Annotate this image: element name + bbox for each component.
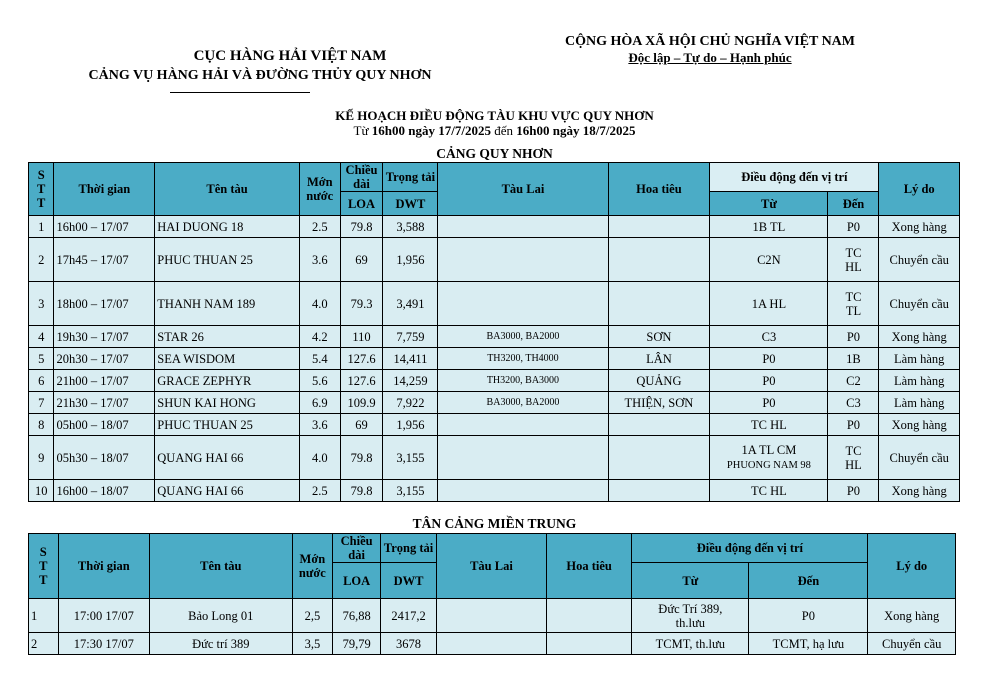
table-row bbox=[29, 238, 960, 282]
to-cell: P0 bbox=[749, 599, 868, 633]
reason-cell: Xong hàng bbox=[879, 414, 960, 436]
dwt-cell: 14,411 bbox=[383, 348, 438, 370]
col-to: Đến bbox=[749, 563, 868, 599]
ship-cell: PHUC THUAN 25 bbox=[155, 414, 300, 436]
from-cell: P0 bbox=[710, 348, 828, 370]
reason-cell: Làm hàng bbox=[879, 348, 960, 370]
draft-cell: 2.5 bbox=[299, 480, 340, 502]
to-cell-line: TC bbox=[845, 443, 862, 458]
draft-cell: 2,5 bbox=[292, 599, 333, 633]
tug-cell bbox=[438, 414, 608, 436]
pilot-cell bbox=[546, 599, 631, 633]
draft-cell: 6.9 bbox=[299, 392, 340, 414]
pilot-cell bbox=[608, 436, 710, 480]
col-pilot: Hoa tiêu bbox=[546, 534, 631, 599]
ship-cell: Bảo Long 01 bbox=[150, 599, 292, 633]
col-stt bbox=[29, 163, 54, 216]
col-tonnage: Trọng tải bbox=[381, 534, 437, 563]
stt-cell: 1 bbox=[29, 216, 54, 238]
length-label: dài bbox=[353, 177, 370, 191]
col-reason: Lý do bbox=[879, 163, 960, 216]
time-cell: 21h00 – 17/07 bbox=[54, 370, 155, 392]
pilot-cell bbox=[608, 216, 710, 238]
col-dwt: DWT bbox=[381, 563, 437, 599]
loa-cell: 69 bbox=[340, 238, 383, 282]
period-from: 16h00 ngày 17/7/2025 bbox=[371, 123, 491, 138]
from-cell-line: Đức Trí 389, bbox=[658, 601, 723, 616]
stt-cell: 1 bbox=[29, 599, 59, 633]
ship-cell: SHUN KAI HONG bbox=[155, 392, 300, 414]
time-cell: 20h30 – 17/07 bbox=[54, 348, 155, 370]
org-subname: CẢNG VỤ HÀNG HẢI VÀ ĐƯỜNG THỦY QUY NHƠN bbox=[88, 68, 432, 83]
dwt-cell: 3678 bbox=[381, 633, 437, 655]
time-cell: 16h00 – 17/07 bbox=[54, 216, 155, 238]
loa-cell: 79.8 bbox=[340, 216, 383, 238]
to-cell-line: TC bbox=[845, 289, 862, 304]
reason-cell: Xong hàng bbox=[868, 599, 956, 633]
draft-label: Mớn bbox=[306, 175, 333, 189]
col-length bbox=[340, 163, 383, 192]
stt-letter: S bbox=[37, 168, 45, 182]
table-row bbox=[29, 348, 960, 370]
dwt-cell: 2417,2 bbox=[381, 599, 437, 633]
stt-cell: 4 bbox=[29, 326, 54, 348]
col-loa: LOA bbox=[333, 563, 381, 599]
tug-cell: BA3000, BA2000 bbox=[438, 392, 608, 414]
to-cell: P0 bbox=[828, 216, 879, 238]
pilot-cell: LÂN bbox=[608, 348, 710, 370]
col-tug: Tàu Lai bbox=[438, 163, 608, 216]
table-row bbox=[29, 480, 960, 502]
loa-cell: 79.8 bbox=[340, 436, 383, 480]
time-cell: 17:30 17/07 bbox=[58, 633, 150, 655]
draft-label: nước bbox=[298, 566, 326, 580]
ship-cell: SEA WISDOM bbox=[155, 348, 300, 370]
time-cell: 16h00 – 18/07 bbox=[54, 480, 155, 502]
period-to-word: đến bbox=[494, 123, 514, 138]
col-time: Thời gian bbox=[54, 163, 155, 216]
dwt-cell: 14,259 bbox=[383, 370, 438, 392]
to-cell: C3 bbox=[828, 392, 879, 414]
col-draft bbox=[292, 534, 333, 599]
dwt-cell: 1,956 bbox=[383, 238, 438, 282]
draft-cell: 3.6 bbox=[299, 414, 340, 436]
stt-cell: 8 bbox=[29, 414, 54, 436]
dwt-cell: 3,155 bbox=[383, 436, 438, 480]
length-label: Chiều bbox=[345, 163, 378, 177]
pilot-cell bbox=[546, 633, 631, 655]
table-row bbox=[29, 392, 960, 414]
table-row bbox=[29, 216, 960, 238]
stt-cell: 3 bbox=[29, 282, 54, 326]
ship-cell: HAI DUONG 18 bbox=[155, 216, 300, 238]
draft-cell: 3.6 bbox=[299, 238, 340, 282]
to-cell: P0 bbox=[828, 480, 879, 502]
nation-name: CỘNG HÒA XÃ HỘI CHỦ NGHĨA VIỆT NAM bbox=[564, 34, 855, 49]
col-tug: Tàu Lai bbox=[436, 534, 546, 599]
draft-label: Mớn bbox=[299, 552, 326, 566]
dwt-cell: 7,922 bbox=[383, 392, 438, 414]
table-row bbox=[29, 326, 960, 348]
reason-cell: Chuyển cầu bbox=[879, 436, 960, 480]
ship-cell: STAR 26 bbox=[155, 326, 300, 348]
ship-cell: QUANG HAI 66 bbox=[155, 480, 300, 502]
time-cell: 05h30 – 18/07 bbox=[54, 436, 155, 480]
from-cell bbox=[710, 436, 828, 480]
from-cell: TC HL bbox=[710, 480, 828, 502]
col-pilot: Hoa tiêu bbox=[608, 163, 710, 216]
table-row bbox=[29, 282, 960, 326]
document-period bbox=[0, 123, 989, 139]
loa-cell: 79,79 bbox=[333, 633, 381, 655]
stt-cell: 6 bbox=[29, 370, 54, 392]
draft-cell: 2.5 bbox=[299, 216, 340, 238]
from-cell: TCMT, th.lưu bbox=[632, 633, 749, 655]
tug-cell bbox=[438, 216, 608, 238]
ship-cell: THANH NAM 189 bbox=[155, 282, 300, 326]
to-cell-line: HL bbox=[845, 259, 862, 274]
period-to: 16h00 ngày 18/7/2025 bbox=[516, 123, 636, 138]
loa-cell: 109.9 bbox=[340, 392, 383, 414]
tan-cang-schedule-table bbox=[28, 533, 956, 655]
reason-cell: Chuyển cầu bbox=[868, 633, 956, 655]
length-label: dài bbox=[348, 548, 365, 562]
stt-letter: T bbox=[39, 573, 48, 587]
reason-cell: Làm hàng bbox=[879, 392, 960, 414]
pilot-cell bbox=[608, 414, 710, 436]
tug-cell bbox=[438, 238, 608, 282]
draft-cell: 4.0 bbox=[299, 282, 340, 326]
to-cell: P0 bbox=[828, 326, 879, 348]
from-cell: 1A HL bbox=[710, 282, 828, 326]
col-tonnage: Trọng tải bbox=[383, 163, 438, 192]
tug-cell bbox=[438, 436, 608, 480]
col-dwt: DWT bbox=[383, 192, 438, 216]
tug-cell: BA3000, BA2000 bbox=[438, 326, 608, 348]
to-cell bbox=[828, 238, 879, 282]
section-title-quy-nhon: CẢNG QUY NHƠN bbox=[436, 146, 553, 161]
document-title: KẾ HOẠCH ĐIỀU ĐỘNG TÀU KHU VỰC QUY NHƠN bbox=[335, 108, 654, 123]
stt-cell: 2 bbox=[29, 238, 54, 282]
from-cell: C3 bbox=[710, 326, 828, 348]
from-cell: 1B TL bbox=[710, 216, 828, 238]
to-cell bbox=[828, 282, 879, 326]
table-row bbox=[29, 370, 960, 392]
period-from-word: Từ bbox=[353, 123, 369, 138]
col-move: Điều động đến vị trí bbox=[710, 163, 879, 192]
draft-cell: 5.4 bbox=[299, 348, 340, 370]
loa-cell: 127.6 bbox=[340, 348, 383, 370]
time-cell: 21h30 – 17/07 bbox=[54, 392, 155, 414]
from-cell-line: 1A TL CM bbox=[741, 442, 797, 457]
ship-cell: PHUC THUAN 25 bbox=[155, 238, 300, 282]
from-cell: C2N bbox=[710, 238, 828, 282]
tug-cell bbox=[438, 480, 608, 502]
from-cell-line: th.lưu bbox=[675, 615, 706, 630]
col-move: Điều động đến vị trí bbox=[632, 534, 868, 563]
pilot-cell: THIỆN, SƠN bbox=[608, 392, 710, 414]
from-cell: P0 bbox=[710, 370, 828, 392]
time-cell: 18h00 – 17/07 bbox=[54, 282, 155, 326]
pilot-cell bbox=[608, 282, 710, 326]
loa-cell: 79.8 bbox=[340, 480, 383, 502]
draft-cell: 5.6 bbox=[299, 370, 340, 392]
dwt-cell: 3,491 bbox=[383, 282, 438, 326]
loa-cell: 76,88 bbox=[333, 599, 381, 633]
col-from: Từ bbox=[710, 192, 828, 216]
to-cell bbox=[828, 436, 879, 480]
dwt-cell: 3,588 bbox=[383, 216, 438, 238]
col-ship: Tên tàu bbox=[155, 163, 300, 216]
draft-label: nước bbox=[306, 189, 334, 203]
to-cell-line: TL bbox=[845, 303, 862, 318]
stt-cell: 2 bbox=[29, 633, 59, 655]
org-name: CỤC HÀNG HẢI VIỆT NAM bbox=[193, 48, 387, 64]
col-ship: Tên tàu bbox=[150, 534, 292, 599]
to-cell: TCMT, hạ lưu bbox=[749, 633, 868, 655]
reason-cell: Làm hàng bbox=[879, 370, 960, 392]
ship-cell: GRACE ZEPHYR bbox=[155, 370, 300, 392]
col-draft bbox=[299, 163, 340, 216]
col-loa: LOA bbox=[340, 192, 383, 216]
reason-cell: Chuyển cầu bbox=[879, 238, 960, 282]
to-cell-line: TC bbox=[845, 245, 862, 260]
reason-cell: Xong hàng bbox=[879, 480, 960, 502]
col-from: Từ bbox=[632, 563, 749, 599]
time-cell: 17h45 – 17/07 bbox=[54, 238, 155, 282]
loa-cell: 127.6 bbox=[340, 370, 383, 392]
from-cell: TC HL bbox=[710, 414, 828, 436]
ship-cell: QUANG HAI 66 bbox=[155, 436, 300, 480]
loa-cell: 110 bbox=[340, 326, 383, 348]
stt-letter: T bbox=[37, 182, 46, 196]
ship-cell: Đức trí 389 bbox=[150, 633, 292, 655]
pilot-cell: SƠN bbox=[608, 326, 710, 348]
from-cell-line: PHUONG NAM 98 bbox=[726, 459, 811, 471]
to-cell: C2 bbox=[828, 370, 879, 392]
col-reason: Lý do bbox=[868, 534, 956, 599]
draft-cell: 4.2 bbox=[299, 326, 340, 348]
stt-cell: 9 bbox=[29, 436, 54, 480]
from-cell bbox=[632, 599, 749, 633]
stt-letter: S bbox=[39, 545, 47, 559]
table-row bbox=[29, 599, 956, 633]
pilot-cell bbox=[608, 238, 710, 282]
pilot-cell bbox=[608, 480, 710, 502]
tug-cell bbox=[438, 282, 608, 326]
dwt-cell: 3,155 bbox=[383, 480, 438, 502]
reason-cell: Xong hàng bbox=[879, 326, 960, 348]
table-row bbox=[29, 633, 956, 655]
col-time: Thời gian bbox=[58, 534, 150, 599]
draft-cell: 4.0 bbox=[299, 436, 340, 480]
to-cell-line: HL bbox=[845, 457, 862, 472]
col-stt bbox=[29, 534, 59, 599]
dwt-cell: 7,759 bbox=[383, 326, 438, 348]
loa-cell: 69 bbox=[340, 414, 383, 436]
col-to: Đến bbox=[828, 192, 879, 216]
table-row bbox=[29, 414, 960, 436]
tug-cell: TH3200, TH4000 bbox=[438, 348, 608, 370]
to-cell: P0 bbox=[828, 414, 879, 436]
draft-cell: 3,5 bbox=[292, 633, 333, 655]
tug-cell bbox=[436, 633, 546, 655]
from-cell: P0 bbox=[710, 392, 828, 414]
pilot-cell: QUẢNG bbox=[608, 370, 710, 392]
org-underline bbox=[170, 92, 310, 93]
time-cell: 19h30 – 17/07 bbox=[54, 326, 155, 348]
stt-letter: T bbox=[39, 559, 48, 573]
stt-cell: 7 bbox=[29, 392, 54, 414]
stt-cell: 5 bbox=[29, 348, 54, 370]
dwt-cell: 1,956 bbox=[383, 414, 438, 436]
section-title-tan-cang: TÂN CẢNG MIỀN TRUNG bbox=[412, 516, 577, 531]
tug-cell bbox=[436, 599, 546, 633]
tug-cell: TH3200, BA3000 bbox=[438, 370, 608, 392]
time-cell: 05h00 – 18/07 bbox=[54, 414, 155, 436]
length-label: Chiều bbox=[340, 534, 373, 548]
reason-cell: Xong hàng bbox=[879, 216, 960, 238]
table-row bbox=[29, 436, 960, 480]
reason-cell: Chuyển cầu bbox=[879, 282, 960, 326]
stt-letter: T bbox=[37, 196, 46, 210]
nation-motto: Độc lập – Tự do – Hạnh phúc bbox=[628, 50, 792, 65]
to-cell: 1B bbox=[828, 348, 879, 370]
quy-nhon-schedule-table bbox=[28, 162, 960, 502]
stt-cell: 10 bbox=[29, 480, 54, 502]
time-cell: 17:00 17/07 bbox=[58, 599, 150, 633]
loa-cell: 79.3 bbox=[340, 282, 383, 326]
col-length bbox=[333, 534, 381, 563]
